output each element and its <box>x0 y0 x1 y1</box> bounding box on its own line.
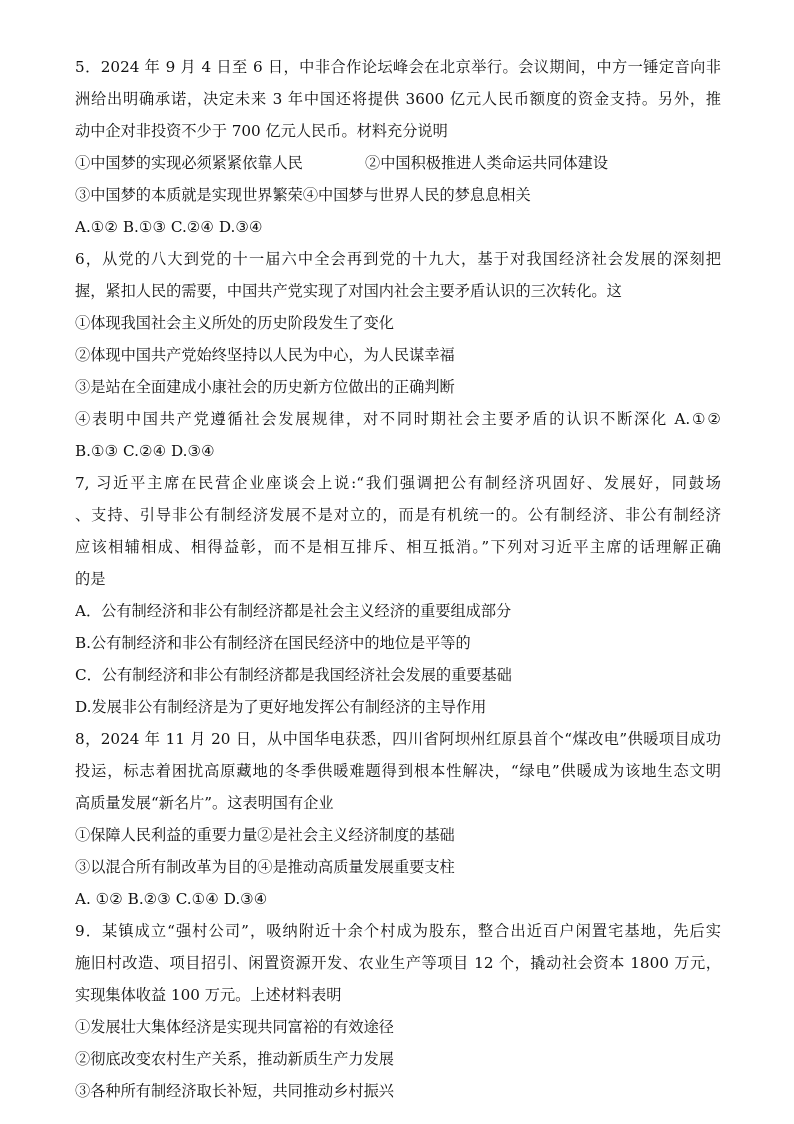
q5-answer-options: A.①② B.①③ C.②④ D.③④ <box>75 218 263 236</box>
q8-answer-options: A. ①② B.②③ C.①④ D.③④ <box>75 890 268 908</box>
q5-choice-1: ①中国梦的实现必须紧紧依靠人民 <box>75 154 303 172</box>
q6-stem-line-2: 握，紧扣人民的需要，中国共产党实现了对国内社会主要矛盾认识的三次转化。这 <box>75 282 622 300</box>
q6-choice-4: ④表明中国共产党遵循社会发展规律，对不同时期社会主要矛盾的认识不断深化 A.①② <box>75 410 721 428</box>
q8-choice-2: ③以混合所有制改革为目的④是推动高质量发展重要支柱 <box>75 858 455 876</box>
q7-choice-d: D.发展非公有制经济是为了更好地发挥公有制经济的主导作用 <box>75 698 487 716</box>
q6-choice-3: ③是站在全面建成小康社会的历史新方位做出的正确判断 <box>75 378 455 396</box>
q5-stem-line-3: 动中企对非投资不少于 700 亿元人民币。材料充分说明 <box>75 122 448 140</box>
q8-stem-line-3: 高质量发展“新名片”。这表明国有企业 <box>75 794 334 812</box>
q6-answer-options: B.①③ C.②④ D.③④ <box>75 442 215 460</box>
q9-stem-line-2: 施旧村改造、项目招引、闲置资源开发、农业生产等项目 12 个，撬动社会资本 1800 万元， <box>75 954 721 972</box>
q7-stem-line-2: 、支持、引导非公有制经济发展不是对立的，而是有机统一的。公有制经济、非公有制经济 <box>75 506 721 524</box>
q5-stem-line-2: 洲给出明确承诺，决定未来 3 年中国还将提供 3600 亿元人民币额度的资金支持。另外，推 <box>75 90 721 108</box>
q5-choice-2: ②中国积极推进人类命运共同体建设 <box>365 154 608 172</box>
q8-choice-1: ①保障人民利益的重要力量②是社会主义经济制度的基础 <box>75 826 455 844</box>
q7-choice-c: C．公有制经济和非公有制经济都是我国经济社会发展的重要基础 <box>75 666 512 684</box>
q7-choice-a: A．公有制经济和非公有制经济都是社会主义经济的重要组成部分 <box>75 602 512 620</box>
q9-choice-3: ③各种所有制经济取长补短，共同推动乡村振兴 <box>75 1082 394 1100</box>
q7-stem-line-4: 的是 <box>75 570 106 588</box>
q6-choice-1: ①体现我国社会主义所处的历史阶段发生了变化 <box>75 314 394 332</box>
q9-choice-1: ①发展壮大集体经济是实现共同富裕的有效途径 <box>75 1018 394 1036</box>
q5-stem-line-1: 5．2024 年 9 月 4 日至 6 日，中非合作论坛峰会在北京举行。会议期间，中方一锤定音向非 <box>75 58 721 76</box>
q7-stem-line-1: 7, 习近平主席在民营企业座谈会上说:“我们强调把公有制经济巩固好、发展好，同鼓场 <box>75 474 721 492</box>
q6-stem-line-1: 6，从党的八大到党的十一届六中全会再到党的十九大，基于对我国经济社会发展的深刻把 <box>75 250 721 268</box>
q9-stem-line-3: 实现集体收益 100 万元。上述材料表明 <box>75 986 342 1004</box>
q9-stem-line-1: 9．某镇成立“强村公司”，吸纳附近十余个村成为股东，整合出近百户闲置宅基地，先后实 <box>75 922 721 940</box>
q6-choice-2: ②体现中国共产党始终坚持以人民为中心，为人民谋幸福 <box>75 346 455 364</box>
q9-choice-2: ②彻底改变农村生产关系，推动新质生产力发展 <box>75 1050 394 1068</box>
q8-stem-line-1: 8，2024 年 11 月 20 日，从中国华电获悉，四川省阿坝州红原县首个“煤改电”供暖项目成功 <box>75 730 721 748</box>
q7-choice-b: B.公有制经济和非公有制经济在国民经济中的地位是平等的 <box>75 634 471 652</box>
q7-stem-line-3: 应该相辅相成、相得益彰，而不是相互排斥、相互抵消。”下列对习近平主席的话理解正确 <box>75 538 721 556</box>
q8-stem-line-2: 投运，标志着困扰高原藏地的冬季供暖难题得到根本性解决，“绿电”供暖成为该地生态文明 <box>75 762 721 780</box>
q5-choice-3: ③中国梦的本质就是实现世界繁荣④中国梦与世界人民的梦息息相关 <box>75 186 531 204</box>
